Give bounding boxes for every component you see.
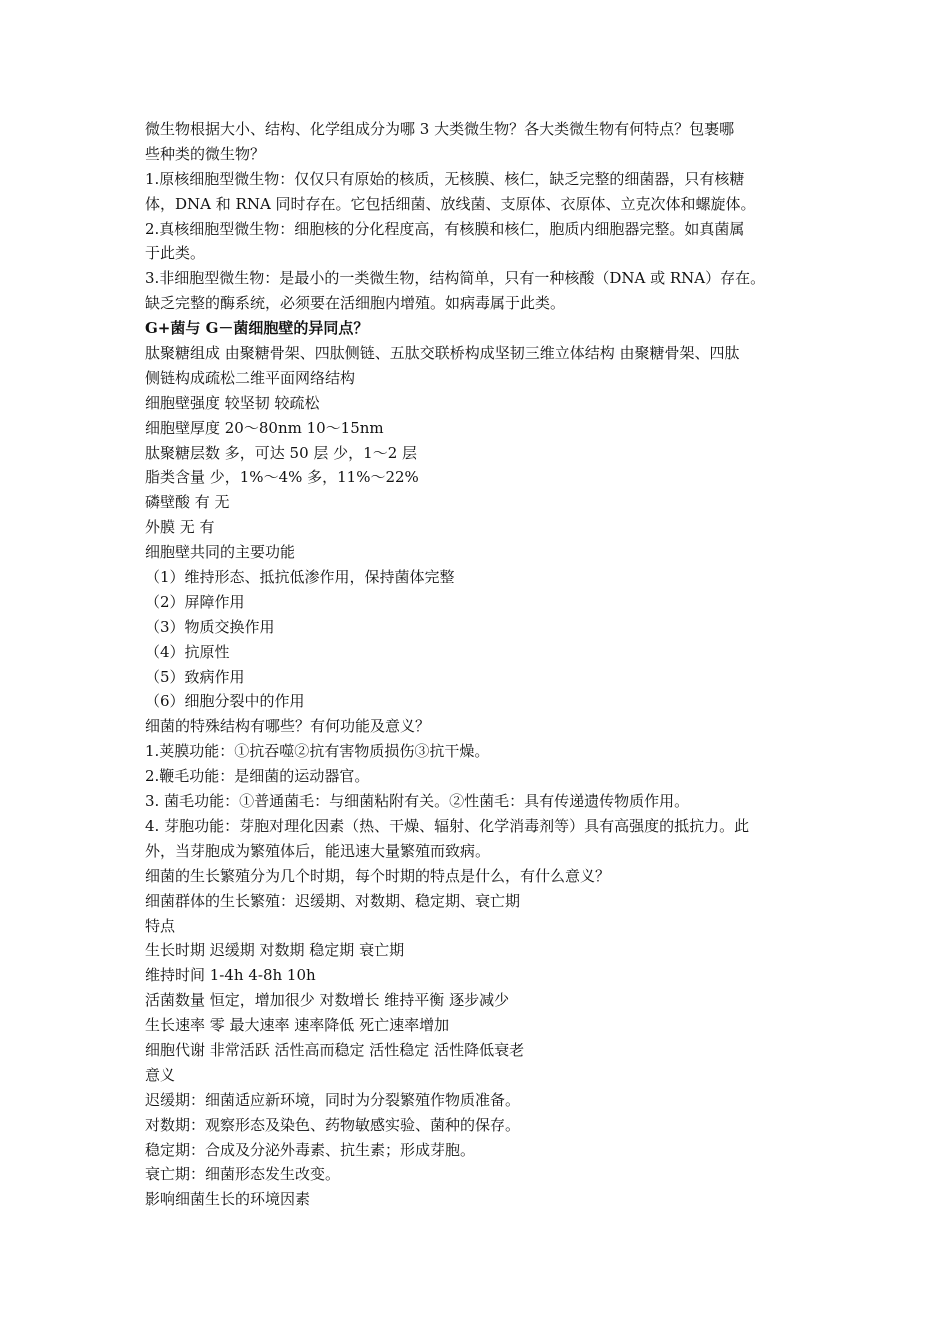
- text-line: 体，DNA 和 RNA 同时存在。它包括细菌、放线菌、支原体、衣原体、立克次体和螺旋体。: [145, 194, 756, 213]
- list-item: （6）细胞分裂中的作用: [145, 692, 305, 711]
- text-line: 3.非细胞型微生物：是最小的一类微生物，结构简单，只有一种核酸（DNA 或 RNA）存在。: [145, 269, 766, 288]
- text-line: 4. 芽胞功能：芽胞对理化因素（热、干燥、辐射、化学消毒剂等）具有高强度的抵抗力。此: [145, 816, 750, 835]
- text-line: 2.鞭毛功能：是细菌的运动器官。: [145, 767, 370, 786]
- text-line: 于此类。: [145, 244, 206, 263]
- text-line: 肽聚糖层数 多，可达 50 层 少，1～2 层: [145, 443, 418, 462]
- list-item: （3）物质交换作用: [145, 617, 275, 636]
- list-item: （2）屏障作用: [145, 592, 245, 611]
- text-line: 微生物根据大小、结构、化学组成分为哪 3 大类微生物？各大类微生物有何特点？包裹哪: [145, 120, 735, 138]
- text-line: 生长时期 迟缓期 对数期 稳定期 衰亡期: [145, 941, 405, 960]
- text-line: 意义: [145, 1065, 176, 1084]
- text-line: 脂类含量 少，1%～4% 多，11%～22%: [145, 468, 419, 487]
- text-line: 细菌群体的生长繁殖：迟缓期、对数期、稳定期、衰亡期: [145, 891, 521, 910]
- text-line: 生长速率 零 最大速率 速率降低 死亡速率增加: [145, 1016, 450, 1035]
- section-heading: G+菌与 G－菌细胞壁的异同点？: [145, 319, 369, 338]
- text-line: 特点: [145, 916, 176, 935]
- text-line: 活菌数量 恒定，增加很少 对数增长 维持平衡 逐步减少: [145, 991, 510, 1010]
- list-item: （1）维持形态、抵抗低渗作用，保持菌体完整: [145, 568, 455, 587]
- text-line: 缺乏完整的酶系统，必须要在活细胞内增殖。如病毒属于此类。: [145, 294, 566, 313]
- text-line: 影响细菌生长的环境因素: [145, 1190, 311, 1209]
- text-line: 对数期：观察形态及染色、药物敏感实验、菌种的保存。: [145, 1115, 521, 1134]
- text-line: 稳定期：合成及分泌外毒素、抗生素；形成芽胞。: [145, 1140, 476, 1159]
- text-line: 外膜 无 有: [145, 518, 215, 537]
- text-line: 细菌的特殊结构有哪些？有何功能及意义？: [145, 717, 431, 736]
- text-line: 迟缓期：细菌适应新环境，同时为分裂繁殖作物质准备。: [145, 1090, 521, 1109]
- list-item: （5）致病作用: [145, 667, 245, 686]
- text-line: 2.真核细胞型微生物：细胞核的分化程度高，有核膜和核仁，胞质内细胞器完整。如真菌属: [145, 219, 745, 238]
- list-item: （4）抗原性: [145, 642, 230, 661]
- text-line: 1.原核细胞型微生物：仅仅只有原始的核质，无核膜、核仁，缺乏完整的细菌器，只有核糖: [145, 169, 745, 188]
- text-line: 1.荚膜功能：①抗吞噬②抗有害物质损伤③抗干燥。: [145, 742, 490, 761]
- text-line: 侧链构成疏松二维平面网络结构: [145, 368, 356, 387]
- text-line: 维持时间 1-4h 4-8h 10h: [145, 966, 316, 985]
- document-body: [145, 117, 813, 1212]
- text-line: 3. 菌毛功能：①普通菌毛：与细菌粘附有关。②性菌毛：具有传递遗传物质作用。: [145, 792, 690, 811]
- text-line: 外，当芽胞成为繁殖体后，能迅速大量繁殖而致病。: [145, 841, 491, 860]
- text-line: 细菌的生长繁殖分为几个时期，每个时期的特点是什么，有什么意义？: [145, 866, 611, 885]
- text-line: 细胞壁厚度 20～80nm 10～15nm: [145, 418, 384, 437]
- text-line: 细胞壁共同的主要功能: [145, 543, 296, 562]
- text-line: 些种类的微生物？: [145, 144, 266, 163]
- text-line: 磷壁酸 有 无: [145, 493, 230, 512]
- text-line: 衰亡期：细菌形态发生改变。: [145, 1165, 341, 1184]
- text-line: 肽聚糖组成 由聚糖骨架、四肽侧链、五肽交联桥构成坚韧三维立体结构 由聚糖骨架、四肽: [145, 344, 740, 363]
- text-line: 细胞代谢 非常活跃 活性高而稳定 活性稳定 活性降低衰老: [145, 1040, 525, 1059]
- text-line: 细胞壁强度 较坚韧 较疏松: [145, 393, 320, 412]
